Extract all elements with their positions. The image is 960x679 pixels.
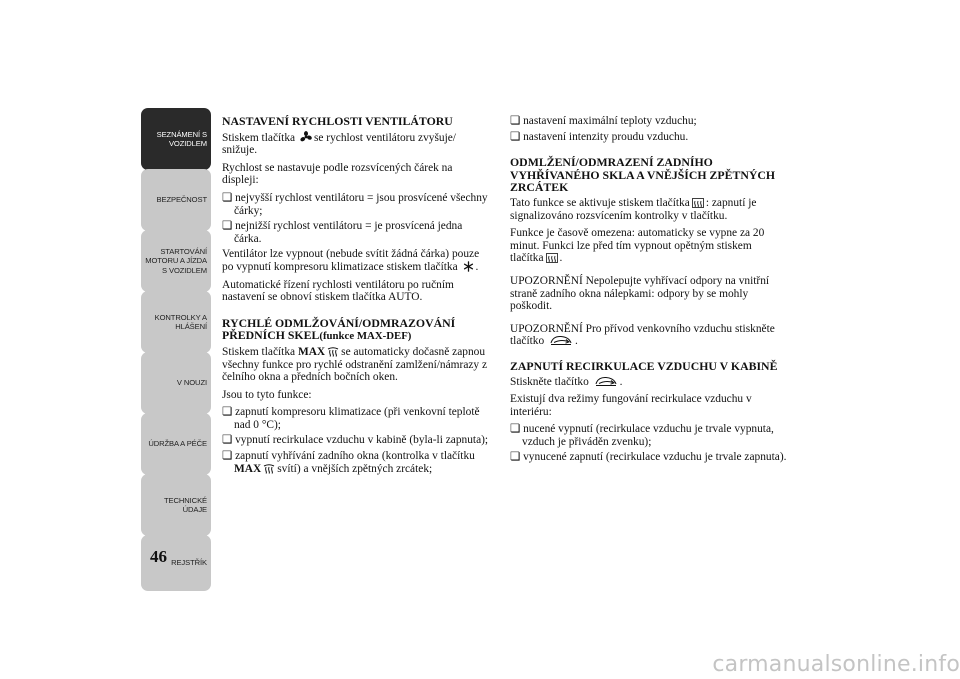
text-span: Tato funkce se aktivuje stiskem tlačítka (510, 196, 690, 209)
text-span: Stiskněte tlačítko (510, 375, 589, 388)
right-column (510, 115, 788, 467)
text-span: . (619, 375, 623, 388)
left-column (222, 115, 490, 478)
max-label: MAX (234, 462, 262, 475)
fan-paragraph-2: Rychlost se nastavuje podle rozsvícených čárek na displeji: (222, 161, 453, 187)
tab-udrzba[interactable]: ÚDRŽBA A PÉČE (141, 413, 211, 475)
rear-paragraph-2 (510, 227, 788, 265)
defog-paragraph-2: Jsou to tyto funkce: (222, 388, 312, 401)
text-span: . (575, 335, 578, 348)
rear-defrost-icon (327, 347, 339, 357)
list-item: ❏ vypnutí recirkulace vzduchu v kabině (byla-li zapnuta); (222, 434, 490, 447)
text-span: (funkce MAX-DEF) (319, 330, 412, 343)
list-item: ❏ nejvyšší rychlost ventilátoru = jsou prosvícené všechny čárky; (222, 192, 490, 217)
tab-technicke-udaje[interactable]: TECHNICKÉ ÚDAJE (141, 474, 211, 536)
text-span: se rychlost ventilátoru zvyšuje/ snižuje. (222, 131, 456, 157)
tab-rejstrik[interactable]: REJSTŘÍK (141, 535, 211, 591)
defog-heading (222, 317, 490, 343)
tab-bezpecnost[interactable]: BEZPEČNOST (141, 169, 211, 231)
text-span: : zapnutí je signalizováno rozsvícením kontrolky v tlačítku. (510, 196, 757, 222)
text-span: zapnutí vyhřívání zadního okna (kontrolka v tlačítku (235, 450, 475, 463)
list-item: ❏ vynucené zapnutí (recirkulace vzduchu je trvale zapnuta). (510, 451, 788, 464)
rear-defrost-icon (263, 464, 275, 474)
tab-startovani[interactable]: STARTOVÁNÍ MOTORU A JÍZDA S VOZIDLEM (141, 230, 211, 292)
rear-defrost-icon (546, 253, 558, 263)
tab-v-nouzi[interactable]: V NOUZI (141, 352, 211, 414)
max-label: MAX (297, 345, 326, 358)
recirculation-heading: ZAPNUTÍ RECIRKULACE VZDUCHU V KABINĚ (510, 358, 778, 373)
list-item: ❏ nastavení intenzity proudu vzduchu. (510, 131, 788, 144)
list-item: ❏ nucené vypnutí (recirkulace vzduchu je trvale vypnuta, vzduch je přiváděn zvenku); (510, 423, 788, 448)
text-span: RYCHLÉ ODMLŽOVÁNÍ/ODMRAZOVÁNÍ PŘEDNÍCH SKEL (222, 315, 456, 343)
fan-paragraph-3 (222, 248, 490, 273)
tab-kontrolky[interactable]: KONTROLKY A HLÁŠENÍ (141, 291, 211, 353)
rear-defrost-heading: ODMLŽENÍ/ODMRAZENÍ ZADNÍHO VYHŘÍVANÉHO SKLA A VNĚJŠÍCH ZPĚTNÝCH ZRCÁTEK (510, 155, 776, 195)
recirc-paragraph-1 (510, 376, 788, 389)
defog-paragraph-1 (222, 346, 490, 384)
list-item: ❏ nejnižší rychlost ventilátoru = je prosvícená jedna čárka. (222, 220, 490, 245)
text-span: svítí) a vnějších zpětných zrcátek; (277, 462, 433, 475)
recirc-paragraph-2: Existují dva režimy fungování recirkulace vzduchu v interiéru: (510, 393, 752, 418)
fan-paragraph-4: Automatické řízení rychlosti ventilátoru po ručním nastavení se obnoví stiskem tlačítka AUTO. (222, 278, 454, 304)
page-number: 46 (150, 547, 167, 566)
list-item: ❏ nastavení maximální teploty vzduchu; (510, 115, 788, 128)
watermark: carmanualsonline.info (712, 652, 960, 677)
list-item (222, 450, 490, 475)
rear-defrost-icon (692, 198, 704, 208)
text-span: UPOZORNĚNÍ Pro přívod venkovního vzduchu stiskněte tlačítko (510, 322, 775, 348)
text-span: Funkce je časově omezena: automaticky se vypne za 20 minut. Funkci lze před tím vypnout opětným stiskem tlačítka (510, 227, 765, 265)
warning-1: UPOZORNĚNÍ Nepolepujte vyhřívací odpory na vnitřní straně zadního okna nálepkami: odpory by se mohly poškodit. (510, 274, 770, 313)
snowflake-icon (463, 261, 474, 272)
text-span: Stiskem tlačítka (222, 345, 296, 358)
recirculation-icon (594, 376, 618, 387)
fan-icon (300, 131, 312, 143)
recirculation-icon (549, 335, 573, 346)
text-span: Stiskem tlačítka (222, 131, 296, 144)
text-span: Ventilátor lze vypnout (nebude svítit žádná čárka) pouze po vypnutí kompresoru klimatizace stiskem tlačítka (222, 248, 480, 273)
rear-paragraph-1 (510, 197, 788, 222)
text-span: . (475, 260, 479, 273)
fan-paragraph-1 (222, 131, 490, 157)
fan-heading: NASTAVENÍ RYCHLOSTI VENTILÁTORU (222, 114, 453, 128)
warning-2 (510, 323, 788, 348)
tab-seznameni-s-vozidlem[interactable]: SEZNÁMENÍ S VOZIDLEM (141, 108, 211, 170)
list-item: ❏ zapnutí kompresoru klimatizace (při venkovní teplotě nad 0 °C); (222, 406, 490, 431)
text-span: . (559, 252, 563, 265)
text-span: se automaticky dočasně zapnou všechny funkce pro rychlé odstranění zamlžení/námrazy z čelního okna a předních bočních oken. (222, 345, 488, 384)
